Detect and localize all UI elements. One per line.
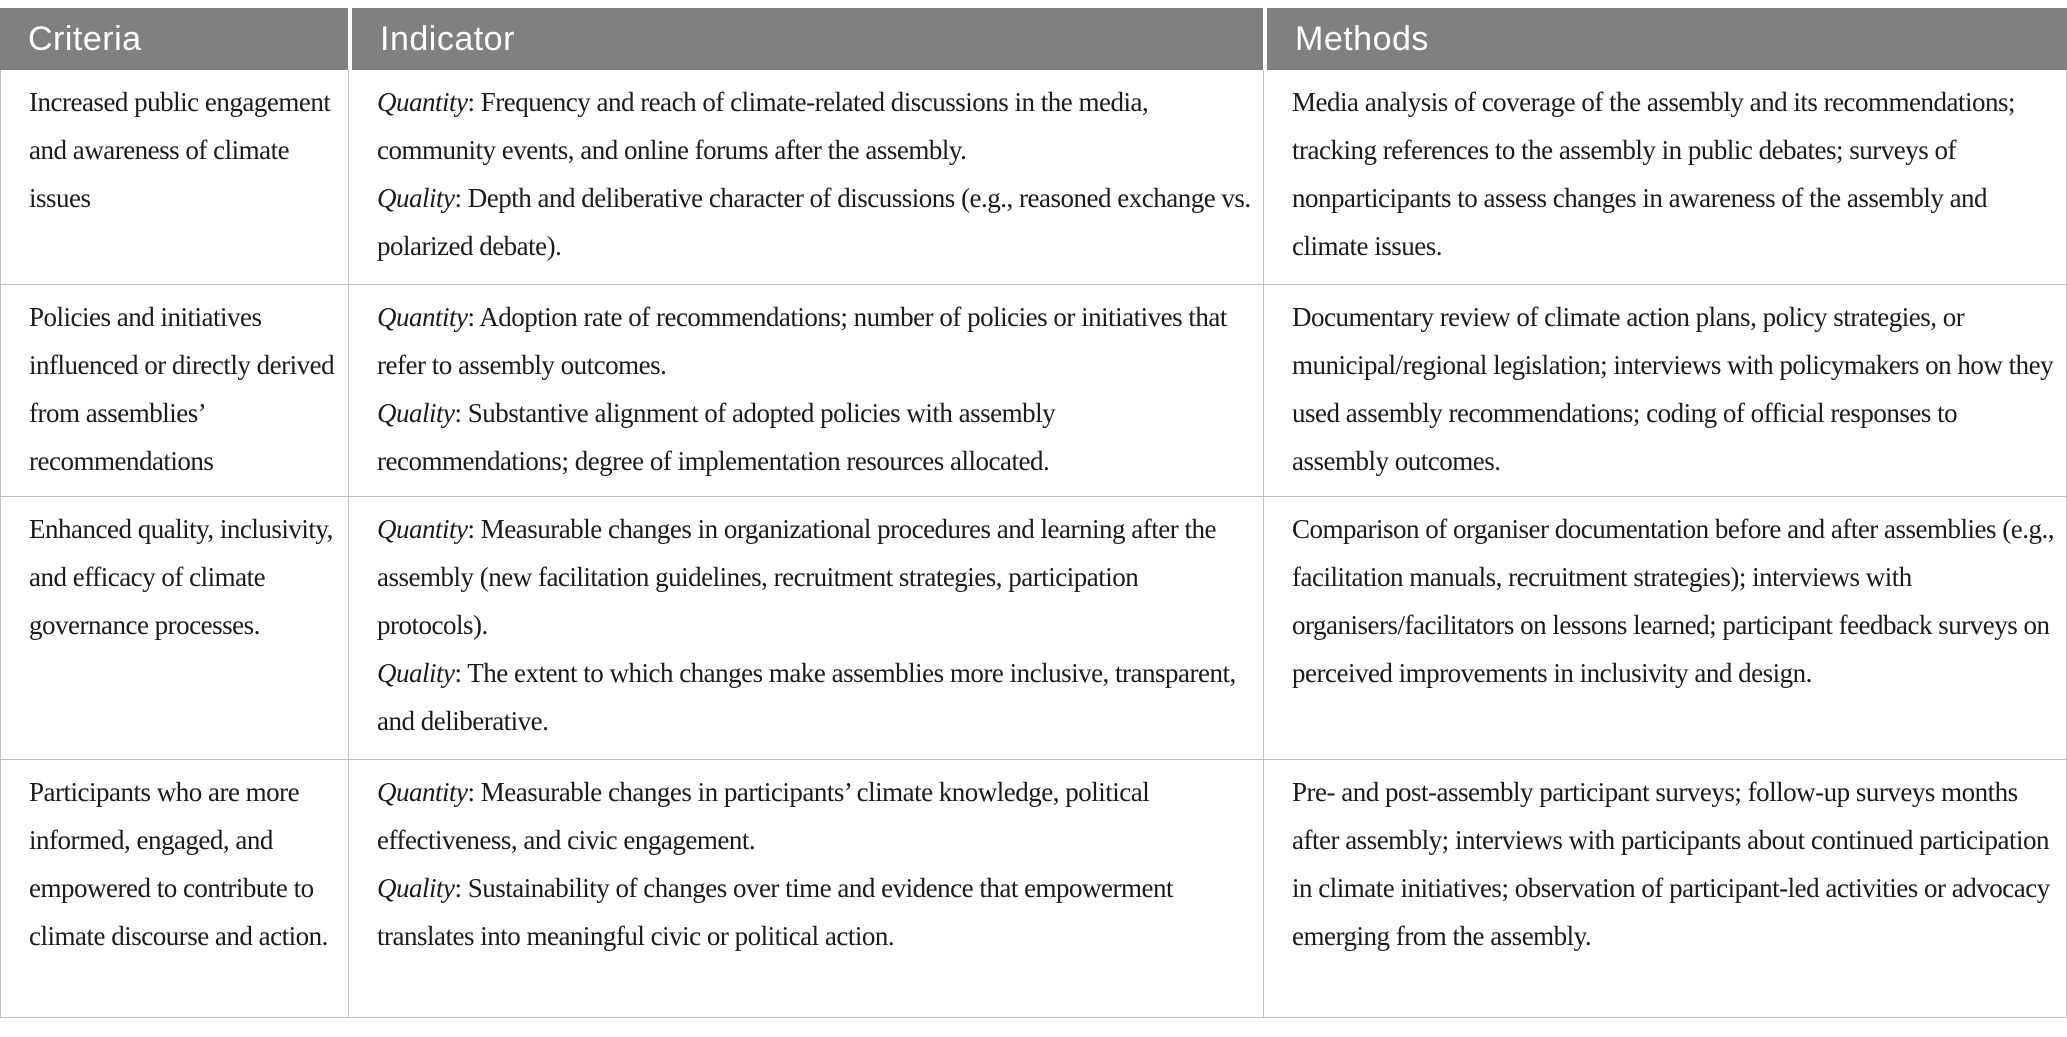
indicator-quality: [377, 864, 1251, 960]
indicator-cell: [348, 760, 1263, 1018]
indicator-quantity-label: Quantity: [377, 87, 468, 117]
table-row: [0, 70, 2067, 285]
indicator-quantity: [377, 768, 1251, 864]
methods-text: Documentary review of climate action plans, policy strategies, or municipal/regional legislation; interviews with policymakers on how they used assembly recommendations; coding of official responses to assembly outcomes.: [1292, 302, 2054, 476]
criteria-cell: [0, 760, 348, 1018]
table-row: [0, 285, 2067, 497]
indicator-quantity-text: : Adoption rate of recommendations; number of policies or initiatives that refer to assembly outcomes.: [377, 302, 1227, 380]
indicator-quality-text: : Sustainability of changes over time and evidence that empowerment translates into meaningful civic or political action.: [377, 873, 1174, 951]
table-header-row: [0, 8, 2067, 70]
indicator-quality-text: : Depth and deliberative character of discussions (e.g., reasoned exchange vs. polarized debate).: [377, 183, 1251, 261]
methods-cell: [1263, 70, 2067, 285]
criteria-cell: [0, 285, 348, 497]
indicator-cell: [348, 497, 1263, 760]
table-row: [0, 760, 2067, 1018]
column-header-indicator-label: Indicator: [380, 19, 515, 58]
evaluation-table: [0, 8, 2067, 1018]
methods-cell: [1263, 760, 2067, 1018]
indicator-quantity-text: : Measurable changes in participants’ climate knowledge, political effectiveness, and civic engagement.: [377, 777, 1150, 855]
indicator-cell: [348, 285, 1263, 497]
column-header-methods-label: Methods: [1295, 19, 1429, 58]
indicator-quality-label: Quality: [377, 873, 455, 903]
column-header-indicator: [348, 8, 1263, 70]
indicator-quantity-text: : Measurable changes in organizational procedures and learning after the assembly (new facilitation guidelines, recruitment strategies, participation protocols).: [377, 514, 1216, 640]
column-header-criteria-label: Criteria: [28, 19, 142, 58]
criteria-text: Enhanced quality, inclusivity, and efficacy of climate governance processes.: [29, 514, 333, 640]
criteria-text: Participants who are more informed, engaged, and empowered to contribute to climate discourse and action.: [29, 777, 328, 951]
criteria-text: Policies and initiatives influenced or directly derived from assemblies’ recommendations: [29, 302, 335, 476]
indicator-quality-text: : Substantive alignment of adopted policies with assembly recommendations; degree of implementation resources allocated.: [377, 398, 1056, 476]
indicator-quantity: [377, 505, 1251, 649]
indicator-quantity-label: Quantity: [377, 777, 468, 807]
indicator-quantity-label: Quantity: [377, 514, 468, 544]
methods-text: Media analysis of coverage of the assembly and its recommendations; tracking references to the assembly in public debates; surveys of nonparticipants to assess changes in awareness of the assembly and climate issues.: [1292, 87, 2016, 261]
column-header-methods: [1263, 8, 2067, 70]
indicator-quantity: [377, 78, 1251, 174]
indicator-quality: [377, 649, 1251, 745]
indicator-quantity: [377, 293, 1251, 389]
criteria-text: Increased public engagement and awareness of climate issues: [29, 87, 331, 213]
indicator-cell: [348, 70, 1263, 285]
indicator-quantity-label: Quantity: [377, 302, 468, 332]
methods-text: Pre- and post-assembly participant surveys; follow-up surveys months after assembly; interviews with participants about continued participation in climate initiatives; observation of participant-led activities or advocacy emerging from the assembly.: [1292, 777, 2050, 951]
indicator-quality-label: Quality: [377, 398, 455, 428]
table-row: [0, 497, 2067, 760]
indicator-quality: [377, 389, 1251, 485]
methods-cell: [1263, 497, 2067, 760]
indicator-quality-text: : The extent to which changes make assemblies more inclusive, transparent, and deliberative.: [377, 658, 1236, 736]
criteria-cell: [0, 497, 348, 760]
indicator-quantity-text: : Frequency and reach of climate-related discussions in the media, community events, and online forums after the assembly.: [377, 87, 1149, 165]
indicator-quality: [377, 174, 1251, 270]
criteria-cell: [0, 70, 348, 285]
column-header-criteria: [0, 8, 348, 70]
indicator-quality-label: Quality: [377, 658, 455, 688]
indicator-quality-label: Quality: [377, 183, 455, 213]
methods-cell: [1263, 285, 2067, 497]
methods-text: Comparison of organiser documentation before and after assemblies (e.g., facilitation manuals, recruitment strategies); interviews with organisers/facilitators on lessons learned; participant feedback surveys on perceived improvements in inclusivity and design.: [1292, 514, 2055, 688]
